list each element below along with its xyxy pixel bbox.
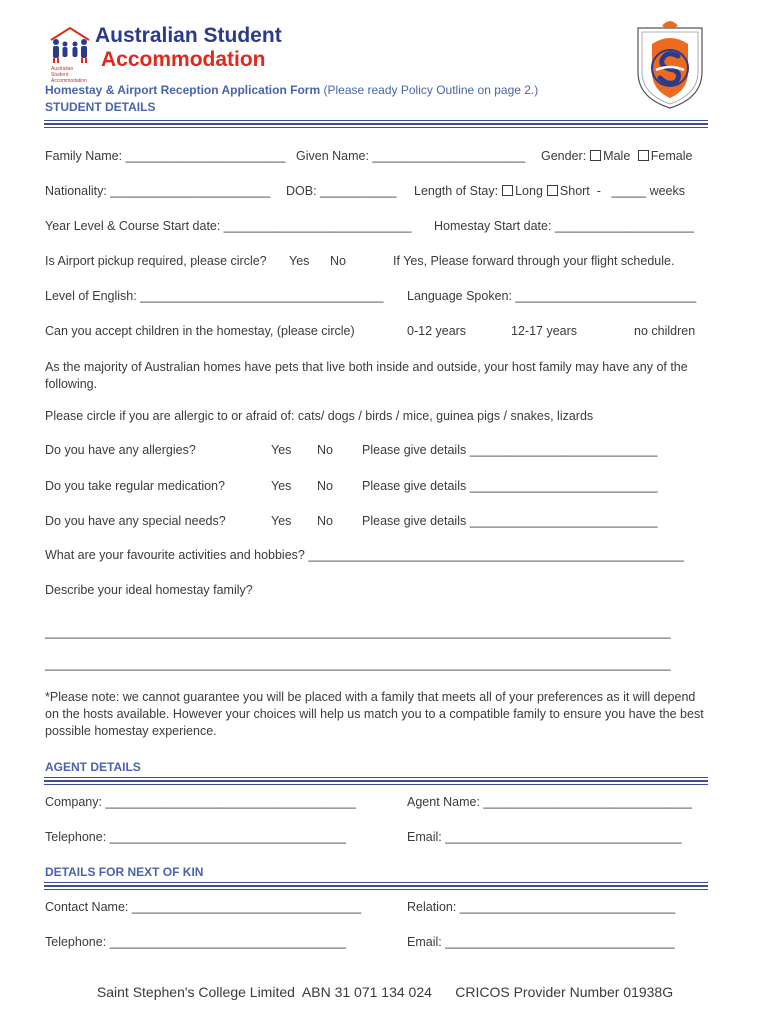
agent-name-field[interactable]: Agent Name: ______________________________ bbox=[407, 795, 692, 809]
needs-yes-option[interactable]: Yes bbox=[271, 514, 292, 528]
gender-label: Gender: bbox=[541, 149, 587, 163]
dob-field[interactable]: DOB: ___________ bbox=[286, 184, 397, 198]
short-label: Short bbox=[559, 184, 590, 198]
form-title-bold: Homestay & Airport Reception Application Form bbox=[45, 83, 321, 97]
allergic-line: Please circle if you are allergic to or afraid of: cats/ dogs / birds / mice, guinea pigs / snakes, lizards bbox=[45, 409, 594, 423]
ideal-family-line-1[interactable]: __________________________________________________________________________________________ bbox=[45, 625, 671, 639]
medication-yes-option[interactable]: Yes bbox=[271, 479, 292, 493]
gender-group bbox=[541, 149, 692, 163]
language-spoken-field[interactable]: Language Spoken: __________________________ bbox=[407, 289, 697, 303]
preferences-note: *Please note: we cannot guarantee you will be placed with a family that meets all of your preferences as it will depend on the hosts available. However your choices will help us match you to a compatible family to ensure you have the best possible homestay experience. bbox=[45, 690, 704, 738]
medication-no-option[interactable]: No bbox=[317, 479, 333, 493]
kin-email-field[interactable]: Email: _________________________________ bbox=[407, 935, 675, 949]
airport-yes-option[interactable]: Yes bbox=[289, 254, 310, 268]
college-crest-icon bbox=[630, 14, 710, 110]
section-student-details: STUDENT DETAILS bbox=[45, 100, 156, 114]
logo-title-line1: Australian Student bbox=[95, 24, 282, 47]
kin-contact-name-field[interactable]: Contact Name: _________________________________ bbox=[45, 900, 362, 914]
section-agent-details: AGENT DETAILS bbox=[45, 760, 141, 774]
short-checkbox[interactable] bbox=[547, 185, 558, 196]
weeks-field[interactable]: - _____ weeks bbox=[596, 184, 685, 198]
special-needs-question: Do you have any special needs? bbox=[45, 514, 226, 528]
nationality-field[interactable]: Nationality: _______________________ bbox=[45, 184, 271, 198]
company-field[interactable]: Company: ____________________________________ bbox=[45, 795, 356, 809]
section-divider bbox=[44, 882, 708, 890]
airport-question: Is Airport pickup required, please circle? bbox=[45, 254, 267, 268]
ideal-family-question: Describe your ideal homestay family? bbox=[45, 583, 253, 597]
section-divider bbox=[44, 777, 708, 785]
children-option-0-12[interactable]: 0-12 years bbox=[407, 324, 467, 338]
year-level-field[interactable]: Year Level & Course Start date: ___________________________ bbox=[45, 219, 412, 233]
section-next-of-kin: DETAILS FOR NEXT OF KIN bbox=[45, 865, 204, 879]
length-of-stay-label: Length of Stay: bbox=[414, 184, 499, 198]
female-checkbox[interactable] bbox=[638, 150, 649, 161]
logo-small-text: Australian Student Accommodation bbox=[51, 66, 87, 84]
given-name-field[interactable]: Given Name: ______________________ bbox=[296, 149, 526, 163]
male-checkbox[interactable] bbox=[590, 150, 601, 161]
allergies-question: Do you have any allergies? bbox=[45, 443, 196, 457]
section-divider bbox=[44, 120, 708, 128]
children-question: Can you accept children in the homestay, (please circle) bbox=[45, 324, 355, 338]
agent-telephone-field[interactable]: Telephone: __________________________________ bbox=[45, 830, 347, 844]
people-logo-icon bbox=[47, 24, 93, 72]
airport-no-option[interactable]: No bbox=[330, 254, 346, 268]
kin-telephone-field[interactable]: Telephone: __________________________________ bbox=[45, 935, 347, 949]
long-label: Long bbox=[515, 184, 543, 198]
children-option-none[interactable]: no children bbox=[634, 324, 696, 338]
homestay-start-field[interactable]: Homestay Start date: ____________________ bbox=[434, 219, 694, 233]
medication-question: Do you take regular medication? bbox=[45, 479, 225, 493]
needs-details-field[interactable]: Please give details ___________________________ bbox=[362, 514, 658, 528]
english-level-field[interactable]: Level of English: ___________________________________ bbox=[45, 289, 384, 303]
hobbies-field[interactable]: What are your favourite activities and hobbies? ______________________________________________________ bbox=[45, 548, 684, 562]
length-of-stay-group bbox=[414, 184, 685, 198]
asa-logo bbox=[45, 22, 282, 84]
allergies-no-option[interactable]: No bbox=[317, 443, 333, 457]
allergies-yes-option[interactable]: Yes bbox=[271, 443, 292, 457]
medication-details-field[interactable]: Please give details ___________________________ bbox=[362, 479, 658, 493]
page-footer: Saint Stephen's College Limited ABN 31 071 134 024 CRICOS Provider Number 01938G bbox=[96, 984, 674, 1000]
form-title-note: (Please ready Policy Outline on page 2.) bbox=[320, 83, 539, 97]
family-name-field[interactable]: Family Name: _______________________ bbox=[45, 149, 286, 163]
long-checkbox[interactable] bbox=[502, 185, 513, 196]
kin-relation-field[interactable]: Relation: _______________________________ bbox=[407, 900, 676, 914]
airport-note: If Yes, Please forward through your flight schedule. bbox=[393, 254, 675, 268]
form-title bbox=[45, 83, 538, 97]
children-option-12-17[interactable]: 12-17 years bbox=[511, 324, 578, 338]
male-label: Male bbox=[603, 149, 631, 163]
allergies-details-field[interactable]: Please give details ___________________________ bbox=[362, 443, 658, 457]
female-label: Female bbox=[650, 149, 693, 163]
logo-title-line2: Accommodation bbox=[101, 48, 266, 71]
ideal-family-line-2[interactable]: __________________________________________________________________________________________ bbox=[45, 657, 671, 671]
needs-no-option[interactable]: No bbox=[317, 514, 333, 528]
pets-paragraph: As the majority of Australian homes have pets that live both inside and outside, your host family may have any of the following. bbox=[45, 360, 688, 391]
agent-email-field[interactable]: Email: __________________________________ bbox=[407, 830, 682, 844]
